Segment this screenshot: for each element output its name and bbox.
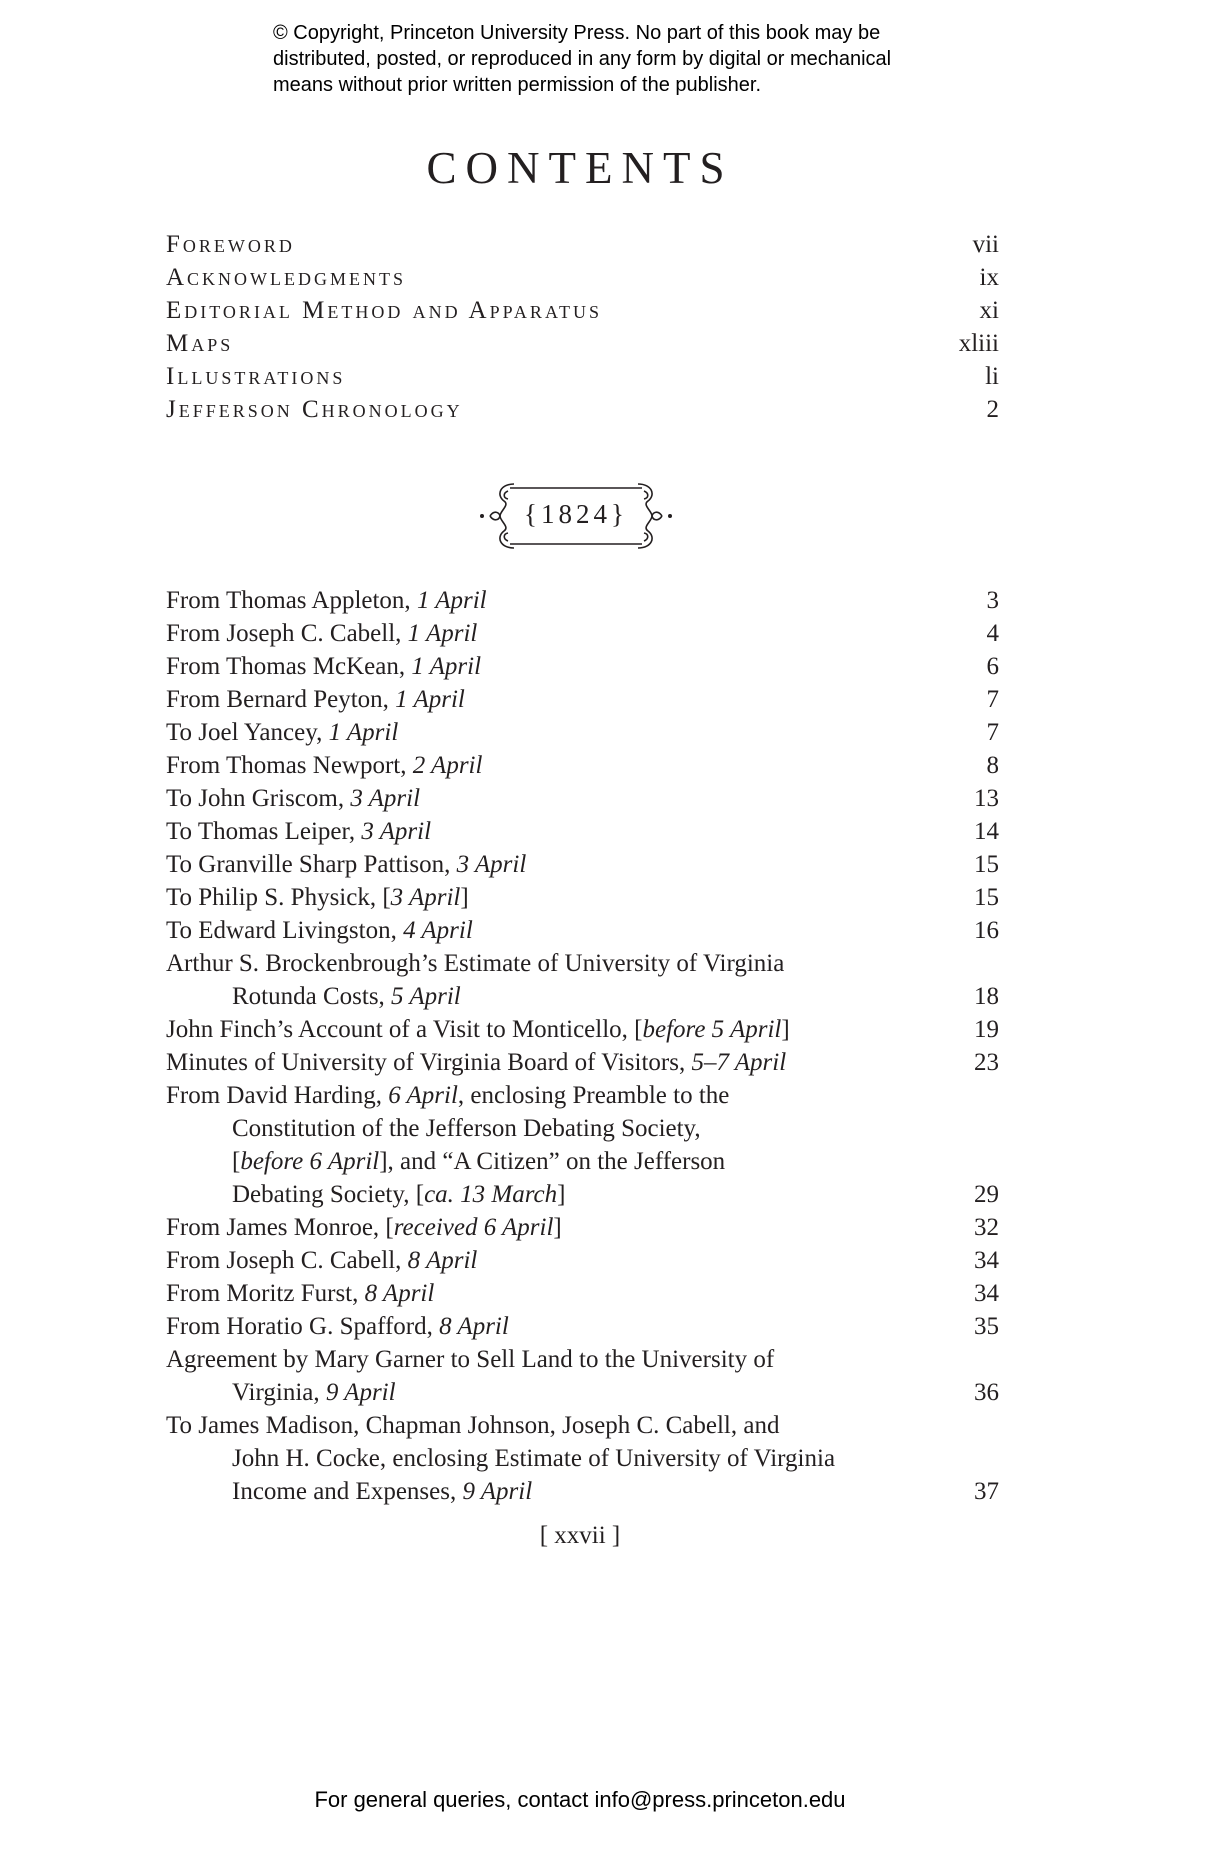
entry-text: To Thomas Leiper, bbox=[166, 818, 362, 845]
entry-date: 3 April bbox=[390, 884, 461, 911]
entry-text: From Bernard Peyton, bbox=[166, 686, 396, 713]
entry-line bbox=[166, 716, 999, 749]
entry-line bbox=[166, 650, 999, 683]
front-matter-page: 2 bbox=[986, 396, 999, 423]
contents-entry bbox=[166, 782, 999, 815]
front-matter-item bbox=[166, 231, 999, 264]
entry-line bbox=[166, 617, 999, 650]
entry-date: before 6 April bbox=[240, 1148, 380, 1175]
contents-entries bbox=[166, 584, 999, 1508]
entry-date: 3 April bbox=[456, 851, 527, 878]
entry-text: Debating Society, [ bbox=[232, 1181, 425, 1208]
entry-line bbox=[166, 749, 999, 782]
entry-text: From Thomas Newport, bbox=[166, 752, 413, 779]
entry-page: 15 bbox=[974, 884, 999, 911]
entry-text: From David Harding, bbox=[166, 1082, 389, 1109]
entry-date: 8 April bbox=[439, 1313, 509, 1340]
entry-text: From Moritz Furst, bbox=[166, 1280, 365, 1307]
front-matter-label: Illustrations bbox=[166, 363, 346, 390]
entry-line bbox=[166, 782, 999, 815]
entry-text: Virginia, bbox=[232, 1379, 326, 1406]
entry-date: 1 April bbox=[411, 653, 482, 680]
entry-text: Minutes of University of Virginia Board of Visitors, bbox=[166, 1049, 692, 1076]
contents-entry bbox=[166, 848, 999, 881]
entry-text: To Granville Sharp Pattison, bbox=[166, 851, 457, 878]
front-matter-item bbox=[166, 297, 999, 330]
contents-entry bbox=[166, 1277, 999, 1310]
entry-date: 9 April bbox=[325, 1379, 396, 1406]
entry-date: 4 April bbox=[403, 917, 473, 944]
contents-entry bbox=[166, 1079, 999, 1211]
entry-text: From Joseph C. Cabell, bbox=[166, 1247, 408, 1274]
entry-text: To Philip S. Physick, [ bbox=[166, 884, 391, 911]
entry-line bbox=[166, 683, 999, 716]
entry-text: ], and “A Citizen” on the Jefferson bbox=[379, 1148, 726, 1175]
entry-date: received 6 April bbox=[393, 1214, 554, 1241]
contents-entry bbox=[166, 1343, 999, 1409]
front-matter-label: Editorial Method and Apparatus bbox=[166, 297, 602, 324]
front-matter-page: li bbox=[985, 363, 999, 390]
entry-line bbox=[166, 1178, 999, 1211]
entry-page: 29 bbox=[974, 1181, 999, 1208]
entry-text: Constitution of the Jefferson Debating Society, bbox=[232, 1115, 701, 1142]
entry-text: ] bbox=[557, 1181, 566, 1208]
front-matter-item bbox=[166, 363, 999, 396]
front-matter-page: vii bbox=[972, 231, 999, 258]
entry-page: 13 bbox=[974, 785, 999, 812]
contents-entry bbox=[166, 881, 999, 914]
entry-line bbox=[166, 1310, 999, 1343]
entry-line bbox=[166, 1277, 999, 1310]
entry-line bbox=[166, 1343, 999, 1376]
entry-text: Arthur S. Brockenbrough’s Estimate of University of Virginia bbox=[166, 950, 785, 977]
entry-page: 3 bbox=[986, 587, 999, 614]
entry-page: 36 bbox=[974, 1379, 999, 1406]
entry-line bbox=[166, 1244, 999, 1277]
contents-entry bbox=[166, 1244, 999, 1277]
entry-page: 16 bbox=[974, 917, 999, 944]
entry-text: ] bbox=[460, 884, 469, 911]
front-matter-list bbox=[166, 231, 999, 429]
front-matter-page: ix bbox=[979, 264, 999, 291]
entry-page: 7 bbox=[986, 719, 999, 746]
entry-line bbox=[166, 980, 999, 1013]
entry-line bbox=[166, 815, 999, 848]
entry-date: before 5 April bbox=[642, 1016, 782, 1043]
entry-page: 34 bbox=[974, 1247, 999, 1274]
entry-text: Agreement by Mary Garner to Sell Land to the University of bbox=[166, 1346, 775, 1373]
contents-entry bbox=[166, 683, 999, 716]
entry-line bbox=[166, 584, 999, 617]
entry-text: From Horatio G. Spafford, bbox=[166, 1313, 440, 1340]
contents-entry bbox=[166, 749, 999, 782]
entry-text: Income and Expenses, bbox=[232, 1478, 463, 1505]
page-title: CONTENTS bbox=[426, 143, 734, 193]
entry-page: 15 bbox=[974, 851, 999, 878]
front-matter-item bbox=[166, 330, 999, 363]
entry-text: To Joel Yancey, bbox=[166, 719, 329, 746]
entry-text: From Joseph C. Cabell, bbox=[166, 620, 408, 647]
entry-line bbox=[166, 1442, 999, 1475]
contents-entry bbox=[166, 617, 999, 650]
entry-date: 2 April bbox=[412, 752, 483, 779]
entry-line bbox=[166, 914, 999, 947]
entry-page: 34 bbox=[974, 1280, 999, 1307]
entry-page: 18 bbox=[974, 983, 999, 1010]
front-matter-label: Foreword bbox=[166, 231, 295, 258]
contents-entry bbox=[166, 1046, 999, 1079]
contents-entry bbox=[166, 1310, 999, 1343]
entry-text: To James Madison, Chapman Johnson, Joseph C. Cabell, and bbox=[166, 1412, 780, 1439]
entry-text: To Edward Livingston, bbox=[166, 917, 404, 944]
entry-page: 4 bbox=[986, 620, 999, 647]
front-matter-page: xi bbox=[979, 297, 999, 324]
entry-text: ] bbox=[553, 1214, 562, 1241]
entry-text: From James Monroe, [ bbox=[166, 1214, 394, 1241]
entry-line bbox=[166, 1475, 999, 1508]
entry-text: John Finch’s Account of a Visit to Monticello, [ bbox=[166, 1016, 643, 1043]
entry-page: 6 bbox=[986, 653, 999, 680]
entry-date: 1 April bbox=[407, 620, 478, 647]
contents-entry bbox=[166, 914, 999, 947]
page-folio: [ xxvii ] bbox=[539, 1522, 621, 1549]
front-matter-item bbox=[166, 396, 999, 429]
front-matter-label: Acknowledgments bbox=[166, 264, 407, 291]
entry-date: 1 April bbox=[416, 587, 487, 614]
entry-text: ] bbox=[781, 1016, 790, 1043]
copyright-notice: © Copyright, Princeton University Press. No part of this book may be distributed, posted, or reproduced in any form by digital or mechanical means without prior written permission of the publisher. bbox=[273, 22, 892, 96]
entry-date: 8 April bbox=[407, 1247, 478, 1274]
entry-date: 1 April bbox=[395, 686, 465, 713]
entry-line bbox=[166, 1046, 999, 1079]
entry-line bbox=[166, 1376, 999, 1409]
entry-page: 23 bbox=[974, 1049, 999, 1076]
entry-page: 8 bbox=[986, 752, 999, 779]
front-matter-label: Maps bbox=[166, 330, 234, 357]
entry-line bbox=[166, 1112, 999, 1145]
contents-entry bbox=[166, 947, 999, 1013]
entry-date: 3 April bbox=[361, 818, 432, 845]
entry-date: 5–7 April bbox=[691, 1049, 787, 1076]
footer-contact: For general queries, contact info@press.princeton.edu bbox=[314, 1787, 846, 1812]
front-matter-label: Jefferson Chronology bbox=[166, 396, 463, 423]
entry-line bbox=[166, 1409, 999, 1442]
entry-page: 19 bbox=[974, 1016, 999, 1043]
entry-date: ca. 13 March bbox=[424, 1181, 558, 1208]
entry-date: 9 April bbox=[462, 1478, 533, 1505]
entry-date: 3 April bbox=[350, 785, 421, 812]
year-ornament bbox=[470, 479, 682, 553]
contents-entry bbox=[166, 815, 999, 848]
contents-entry bbox=[166, 650, 999, 683]
entry-page: 37 bbox=[974, 1478, 999, 1505]
entry-line bbox=[166, 1145, 999, 1178]
entry-line bbox=[166, 1079, 999, 1112]
entry-page: 7 bbox=[986, 686, 999, 713]
entry-date: 5 April bbox=[391, 983, 461, 1010]
contents-entry bbox=[166, 584, 999, 617]
year-heading: {1824} bbox=[524, 499, 628, 529]
entry-page: 14 bbox=[974, 818, 999, 845]
entry-page: 35 bbox=[974, 1313, 999, 1340]
entry-line bbox=[166, 848, 999, 881]
entry-date: 1 April bbox=[328, 719, 399, 746]
entry-text: Rotunda Costs, bbox=[232, 983, 392, 1010]
entry-text: From Thomas Appleton, bbox=[166, 587, 417, 614]
entry-date: 8 April bbox=[364, 1280, 435, 1307]
entry-line bbox=[166, 1013, 999, 1046]
entry-line bbox=[166, 1211, 999, 1244]
entry-page: 32 bbox=[974, 1214, 999, 1241]
contents-entry bbox=[166, 1409, 999, 1508]
entry-text: From Thomas McKean, bbox=[166, 653, 412, 680]
front-matter-item bbox=[166, 264, 999, 297]
front-matter-page: xliii bbox=[958, 330, 999, 357]
contents-entry bbox=[166, 1013, 999, 1046]
contents-entry bbox=[166, 716, 999, 749]
entry-text: , enclosing Preamble to the bbox=[457, 1082, 730, 1109]
contents-entry bbox=[166, 1211, 999, 1244]
entry-line bbox=[166, 947, 999, 980]
entry-text: To John Griscom, bbox=[166, 785, 351, 812]
entry-line bbox=[166, 881, 999, 914]
entry-text: John H. Cocke, enclosing Estimate of University of Virginia bbox=[232, 1445, 836, 1472]
entry-text: [ bbox=[232, 1148, 241, 1175]
entry-date: 6 April bbox=[388, 1082, 458, 1109]
